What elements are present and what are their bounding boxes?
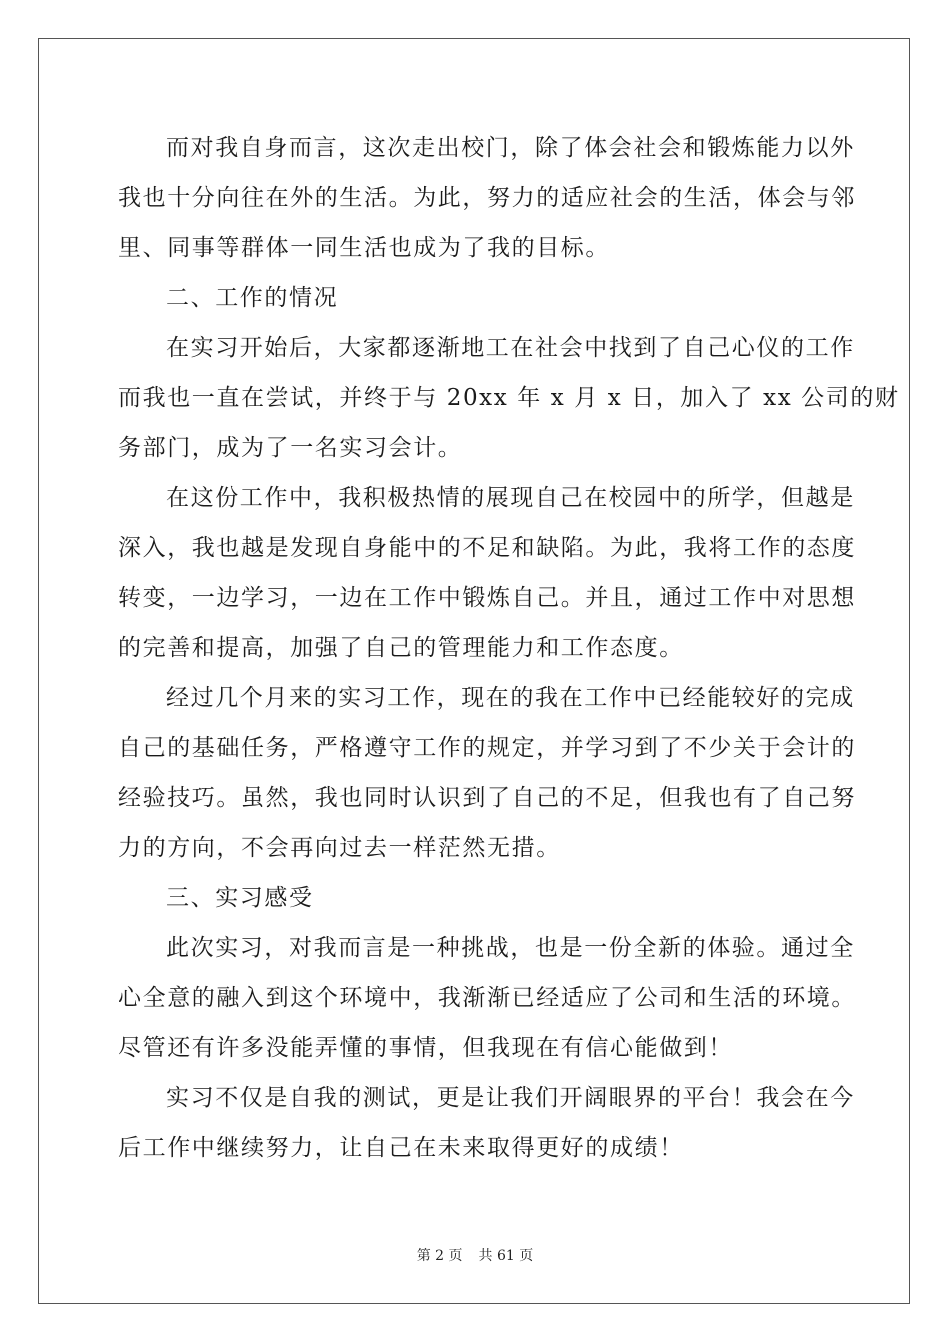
paragraph-line: 力的方向，不会再向过去一样茫然无措。 bbox=[118, 835, 561, 861]
paragraph-line: 里、同事等群体一同生活也成为了我的目标。 bbox=[118, 235, 610, 261]
paragraph-line: 在这份工作中，我积极热情的展现自己在校园中的所学，但越是 bbox=[166, 485, 855, 511]
page-footer bbox=[0, 1246, 950, 1266]
paragraph-line: 后工作中继续努力，让自己在未来取得更好的成绩！ bbox=[118, 1135, 684, 1161]
paragraph-line: 尽管还有许多没能弄懂的事情，但我现在有信心能做到！ bbox=[118, 1035, 733, 1061]
page-number: 第 2 页 bbox=[416, 1248, 463, 1264]
paragraph-line: 而对我自身而言，这次走出校门，除了体会社会和锻炼能力以外 bbox=[166, 135, 855, 161]
paragraph-line: 经过几个月来的实习工作，现在的我在工作中已经能较好的完成 bbox=[166, 685, 855, 711]
paragraph-line: 我也十分向往在外的生活。为此，努力的适应社会的生活，体会与邻 bbox=[118, 185, 856, 211]
paragraph-line: 的完善和提高，加强了自己的管理能力和工作态度。 bbox=[118, 635, 684, 661]
paragraph-line: 务部门，成为了一名实习会计。 bbox=[118, 435, 463, 461]
paragraph-line: 转变，一边学习，一边在工作中锻炼自己。并且，通过工作中对思想 bbox=[118, 585, 856, 611]
paragraph-line: 此次实习，对我而言是一种挑战，也是一份全新的体验。通过全 bbox=[166, 935, 855, 961]
paragraph-line: 在实习开始后，大家都逐渐地工在社会中找到了自己心仪的工作 bbox=[166, 335, 855, 361]
paragraph-line: 经验技巧。虽然，我也同时认识到了自己的不足，但我也有了自己努 bbox=[118, 785, 856, 811]
paragraph-line: 心全意的融入到这个环境中，我渐渐已经适应了公司和生活的环境。 bbox=[118, 985, 856, 1011]
paragraph-line: 深入，我也越是发现自身能中的不足和缺陷。为此，我将工作的态度 bbox=[118, 535, 856, 561]
paragraph-line: 自己的基础任务，严格遵守工作的规定，并学习到了不少关于会计的 bbox=[118, 735, 856, 761]
paragraph-line: 而我也一直在尝试，并终于与 20xx 年 x 月 x 日，加入了 xx 公司的财 bbox=[118, 385, 900, 411]
page-total: 共 61 页 bbox=[478, 1248, 534, 1264]
paragraph-line: 实习不仅是自我的测试，更是让我们开阔眼界的平台！我会在今 bbox=[166, 1085, 855, 1111]
section-heading: 二、工作的情况 bbox=[166, 285, 339, 311]
section-heading: 三、实习感受 bbox=[166, 885, 314, 911]
